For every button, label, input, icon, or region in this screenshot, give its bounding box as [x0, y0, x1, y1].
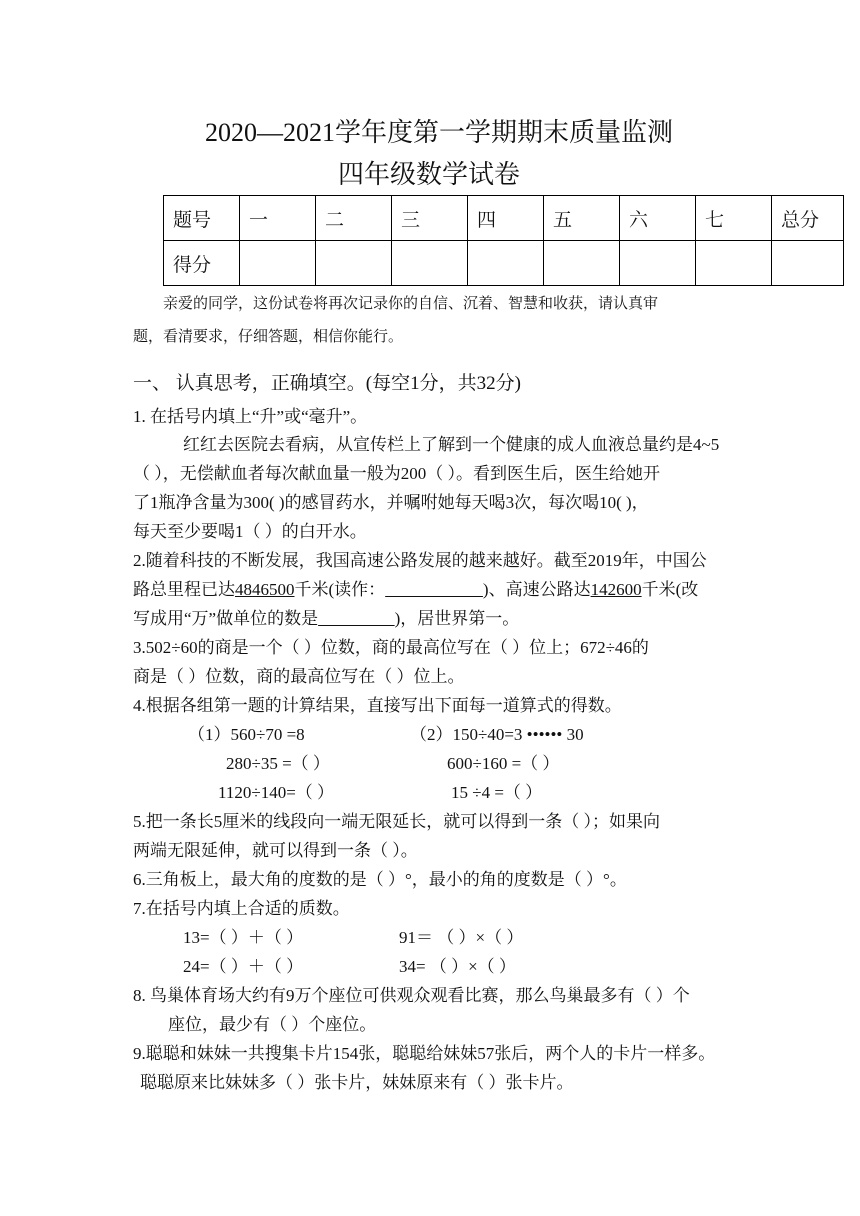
score-header-cell: 一	[240, 196, 316, 241]
q5-line: 两端无限延伸，就可以得到一条（ ）。	[133, 841, 418, 860]
score-table-header-row	[164, 196, 844, 241]
exam-title: 2020—2021学年度第一学期期末质量监测	[205, 118, 674, 147]
q7-item: 24=（ ）＋（ ）	[183, 957, 304, 976]
score-cell[interactable]	[620, 241, 696, 286]
q2-number: 142600	[590, 580, 642, 599]
intro-line: 亲爱的同学，这份试卷将再次记录你的自信、沉着、智慧和收获，请认真审	[163, 296, 659, 312]
q1-line: （ ），无偿献血者每次献血量一般为200（ ）。看到医生后，医生给她开	[133, 464, 660, 483]
q1-line: 了1瓶净含量为300( )的感冒药水，并嘱咐她每天喝3次，每次喝10( )，	[133, 493, 649, 512]
q4-item: 600÷160 =（ ）	[447, 754, 560, 773]
score-cell[interactable]	[772, 241, 844, 286]
q3-line: 3.502÷60的商是一个（ ）位数，商的最高位写在（ ）位上；672÷46的	[133, 638, 649, 657]
score-header-cell: 总分	[772, 196, 844, 241]
score-header-cell: 五	[544, 196, 620, 241]
q2-text: )，居世界第一。	[394, 609, 520, 628]
score-header-cell: 七	[696, 196, 772, 241]
q2-blank[interactable]	[318, 609, 395, 628]
q4-stem: 4.根据各组第一题的计算结果，直接写出下面每一道算式的得数。	[133, 696, 622, 715]
q7-item: 91＝ （ ）×（ ）	[399, 928, 524, 947]
score-header-cell: 二	[316, 196, 392, 241]
q4-item: （2）150÷40=3 •••••• 30	[410, 725, 584, 744]
score-header-cell: 三	[392, 196, 468, 241]
q7-item: 13=（ ）＋（ ）	[183, 928, 304, 947]
q4-item: 280÷35 =（ ）	[226, 754, 330, 773]
q4-item: （1）560÷70 =8	[188, 725, 305, 744]
q2-text: 路总里程已达	[133, 580, 235, 599]
score-row-label: 得分	[164, 241, 240, 286]
score-header-cell: 题号	[164, 196, 240, 241]
q8-line: 8. 鸟巢体育场大约有9万个座位可供观众观看比赛，那么鸟巢最多有（ ）个	[133, 986, 690, 1005]
score-cell[interactable]	[544, 241, 620, 286]
q6-line: 6.三角板上，最大角的度数的是（ ）°，最小的角的度数是（ ）°。	[133, 870, 627, 889]
q8-line: 座位，最少有（ ）个座位。	[168, 1015, 377, 1034]
score-cell[interactable]	[392, 241, 468, 286]
q7-stem: 7.在括号内填上合适的质数。	[133, 899, 350, 918]
score-cell[interactable]	[240, 241, 316, 286]
q2-line	[133, 608, 519, 630]
q2-line	[133, 579, 698, 601]
q4-item: 15 ÷4 =（ ）	[451, 783, 543, 802]
score-header-cell: 六	[620, 196, 696, 241]
q2-text: 千米(改	[641, 580, 699, 599]
q2-line: 2.随着科技的不断发展，我国高速公路发展的越来越好。截至2019年，中国公	[133, 551, 707, 570]
q2-blank[interactable]	[385, 580, 483, 599]
q2-text: )、高速公路达	[482, 580, 591, 599]
section-heading: 一、 认真思考，正确填空。(每空1分，共32分)	[133, 373, 521, 394]
q1-line: 红红去医院去看病，从宣传栏上了解到一个健康的成人血液总量约是4~5	[183, 435, 720, 454]
score-table	[163, 195, 844, 286]
q2-number: 4846500	[235, 580, 295, 599]
q1-line: 每天至少要喝1（ ）的白开水。	[133, 522, 367, 541]
q5-line: 5.把一条长5厘米的线段向一端无限延长，就可以得到一条（ ）；如果向	[133, 812, 660, 831]
q9-line: 9.聪聪和妹妹一共搜集卡片154张，聪聪给妹妹57张后，两个人的卡片一样多。	[133, 1044, 716, 1063]
q9-line: 聪聪原来比妹妹多（ ）张卡片，妹妹原来有（ ）张卡片。	[140, 1073, 574, 1092]
q2-text: 写成用“万”做单位的数是	[133, 609, 319, 628]
q2-text: 千米(读作：	[294, 580, 386, 599]
score-cell[interactable]	[468, 241, 544, 286]
score-cell[interactable]	[316, 241, 392, 286]
exam-subtitle: 四年级数学试卷	[338, 160, 521, 189]
score-cell[interactable]	[696, 241, 772, 286]
q7-item: 34= （ ）×（ ）	[399, 957, 516, 976]
q1-stem: 1. 在括号内填上“升”或“毫升”。	[133, 407, 368, 426]
score-header-cell: 四	[468, 196, 544, 241]
score-table-score-row	[164, 241, 844, 286]
q3-line: 商是（ ）位数，商的最高位写在（ ）位上。	[133, 667, 465, 686]
intro-line: 题，看清要求，仔细答题，相信你能行。	[133, 329, 404, 345]
q4-item: 1120÷140=（ ）	[218, 783, 335, 802]
